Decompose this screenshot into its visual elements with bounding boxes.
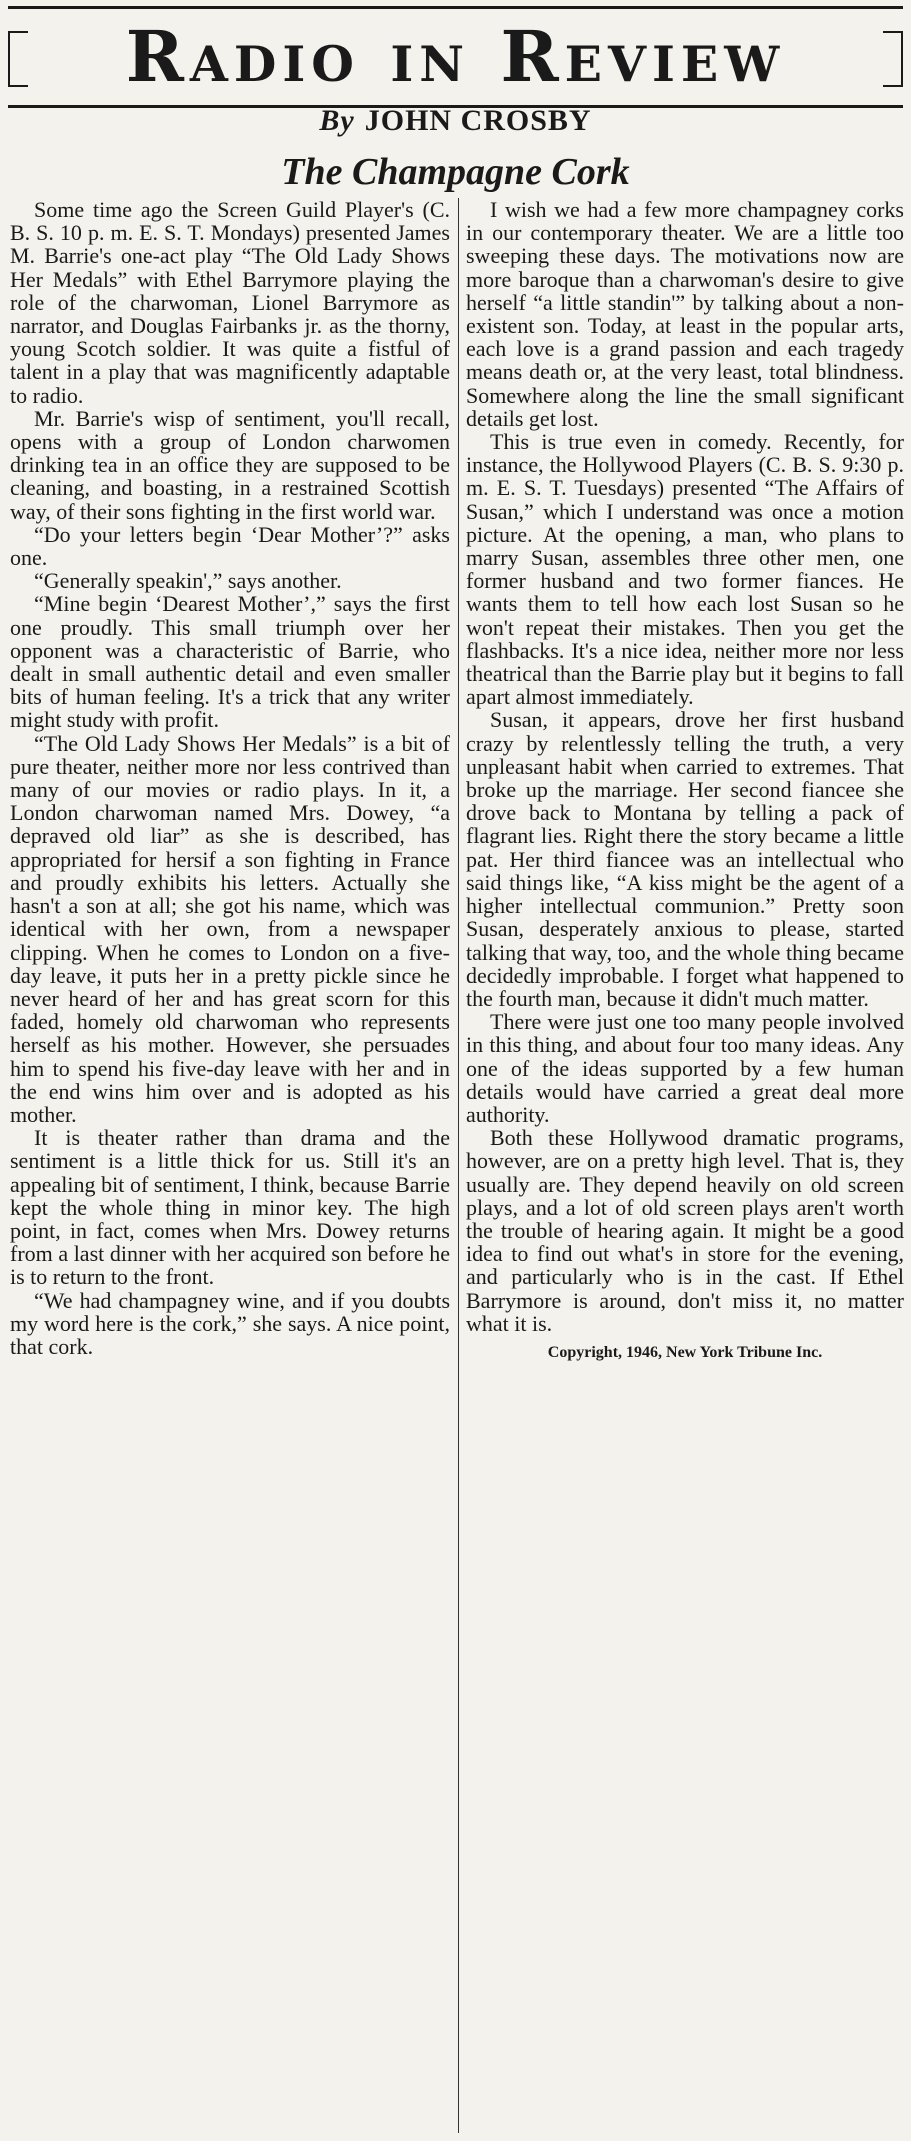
paragraph: There were just one too many people involved in this thing, and about four too many ideas. Any one of the ideas supported by a few human details would have carried a great deal more authority. [466, 1009, 904, 1127]
masthead-left-ornament [8, 31, 28, 87]
paragraph: “The Old Lady Shows Her Medals” is a bit of pure theater, neither more nor less contrived than many of our movies or radio plays. In it, a London charwoman named Mrs. Dowey, “a depraved old liar” as she is described, has appropriated for hersif a son fighting in France and proudly exhibits his letters. Actually she hasn't a son at all; she got his name, which was identical with her own, from a newspaper clipping. When he comes to London on a five-day leave, it puts her in a pretty pickle since he never heard of her and has great scorn for this faded, homely old charwoman who represents herself as his mother. However, she persuades him to spend his five-day leave with her and in the end wins him over and is adopted as his mother. [10, 730, 450, 1127]
paragraph: Susan, it appears, drove her first husband crazy by relentlessly telling the truth, a very unpleasant habit when carried to extremes. That broke up the marriage. Her second fiancee she drove back to Montana by telling a pack of flagrant lies. Right there the story became a little pat. Her third fiancee was an intellectual who said things like, “A kiss might be the agent of a higher intellectual communion.” Pretty soon Susan, desperately anxious to please, started talking that way, too, and the whole thing became decidedly improbable. I forget what happened to the fourth man, because it didn't much matter. [466, 707, 904, 1011]
left-column [10, 198, 459, 2133]
masthead [8, 6, 903, 108]
copyright-notice: Copyright, 1946, New York Tribune Inc. [547, 1343, 823, 1361]
paragraph: Some time ago the Screen Guild Player's (C. B. S. 10 p. m. E. S. T. Mondays) presented James M. Barrie's one-act play “The Old Lady Shows Her Medals” with Ethel Barrymore playing the role of the charwoman, Lionel Barrymore as narrator, and Douglas Fairbanks jr. as the thorny, young Scotch soldier. It was quite a fistful of talent in a play that was magnificently adaptable to radio. [10, 197, 450, 408]
paragraph: “Do your letters begin ‘Dear Mother’?” asks one. [10, 521, 450, 571]
paragraph: Mr. Barrie's wisp of sentiment, you'll recall, opens with a group of London charwomen drinking tea in an office they are supposed to be cleaning, and boasting, in a restrained Scottish way, of their sons fighting in the first world war. [10, 405, 450, 524]
paragraph: “Mine begin ‘Dearest Mother’,” says the first one proudly. This small triumph over her opponent was a characteristic of Barrie, who dealt in small authentic detail and even smaller bits of human feeling. It's a trick that any writer might study with profit. [10, 591, 450, 733]
paragraph: “We had champagney wine, and if you doubts my word here is the cork,” she says. A nice point, that cork. [10, 1287, 450, 1359]
paragraph: I wish we had a few more champagney corks in our contemporary theater. We are a little too sweeping these days. The motivations now are more baroque than a charwoman's desire to give herself “a little standin'” by talking about a non-existent son. Today, at least in the popular arts, each love is a grand passion and each tragedy means death or, at the very least, total blindness. Somewhere along the line the small significant details get lost. [466, 197, 904, 431]
column-title: Radio in Review [125, 15, 786, 98]
author-name: JOHN CROSBY [364, 104, 592, 137]
masthead-right-ornament [883, 31, 903, 87]
paragraph: This is true even in comedy. Recently, for instance, the Hollywood Players (C. B. S. 9:30 p. m. E. S. T. Tuesdays) presented “The Affairs of Susan,” which I understand was once a motion picture. At the opening, a man, who plans to marry Susan, assembles three other men, one former husband and two former fiances. He wants them to tell how each lost Susan so he won't repeat their mistakes. Then you get the flashbacks. It's a nice idea, neither more nor less theatrical than the Barrie play but it begins to fall apart almost immediately. [466, 429, 904, 710]
byline [0, 104, 911, 138]
article-headline: The Champagne Cork [281, 151, 630, 193]
paragraph: “Generally speakin',” says another. [34, 568, 342, 594]
paragraph: Both these Hollywood dramatic programs, however, are on a pretty high level. That is, they usually are. They depend heavily on old screen plays, and a lot of old screen plays aren't worth the trouble of hearing again. It might be a good idea to find out what's in store for the evening, and particularly who is in the cast. If Ethel Barrymore is around, don't miss it, no matter what it is. [466, 1125, 904, 1336]
byline-prefix: By [319, 104, 355, 137]
right-column [466, 198, 904, 1364]
paragraph: It is theater rather than drama and the sentiment is a little thick for us. Still it's an appealing bit of sentiment, I think, because Barrie kept the whole thing in minor key. The high point, in fact, comes when Mrs. Dowey returns from a last dinner with her acquired son before he is to return to the front. [10, 1125, 450, 1290]
